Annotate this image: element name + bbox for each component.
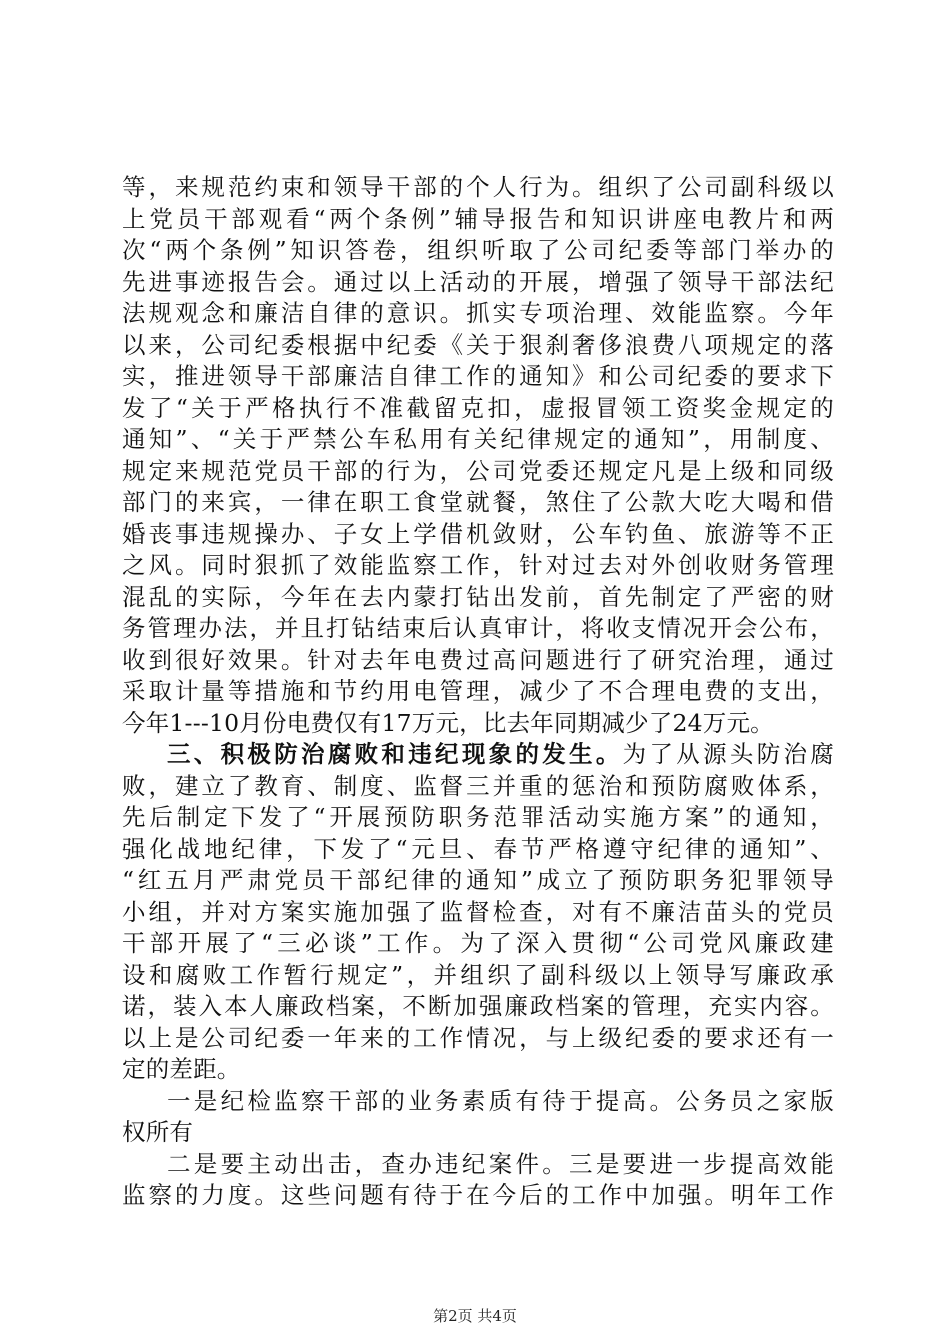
paragraph-line: 强化战地纪律，下发了“元旦、春节严格遵守纪律的通知”、 xyxy=(122,834,834,863)
paragraph-line: 权所有 xyxy=(122,1118,194,1146)
paragraph-line: 规定来规范党员干部的行为，公司党委还规定凡是上级和同级 xyxy=(122,456,834,485)
paragraph-line: 以上是公司纪委一年来的工作情况，与上级纪委的要求还有一 xyxy=(122,1023,834,1052)
paragraph-line: “红五月严肃党员干部纪律的通知”成立了预防职务犯罪领导 xyxy=(122,866,834,894)
paragraph-line: 法规观念和廉洁自律的意识。抓实专项治理、效能监察。今年 xyxy=(122,299,834,327)
paragraph-line: 诺，装入本人廉政档案，不断加强廉政档案的管理，充实内容。 xyxy=(122,992,834,1020)
paragraph-line: 之风。同时狠抓了效能监察工作，针对过去对外创收财务管理 xyxy=(122,551,834,579)
paragraph-line: 干部开展了“三必谈”工作。为了深入贯彻“公司党风廉政建 xyxy=(122,929,834,957)
paragraph-line: 通知”、“关于严禁公车私用有关纪律规定的通知”，用制度、 xyxy=(122,425,834,453)
paragraph-line: 一是纪检监察干部的业务素质有待于提高。公务员之家版 xyxy=(167,1086,834,1115)
paragraph-line: 发了“关于严格执行不准截留克扣，虚报冒领工资奖金规定的 xyxy=(122,393,834,422)
section-heading: 三、积极防治腐败和违纪现象的发生。 xyxy=(167,740,623,768)
paragraph-line: 败，建立了教育、制度、监督三并重的惩治和预防腐败体系， xyxy=(122,771,834,800)
paragraph-line: 定的差距。 xyxy=(122,1055,241,1083)
paragraph-line: 今年1---10月份电费仅有17万元，比去年同期减少了24万元。 xyxy=(122,708,774,737)
section-heading-continuation: 为了从源头防治腐 xyxy=(622,740,834,768)
paragraph-line: 采取计量等措施和节约用电管理，减少了不合理电费的支出， xyxy=(122,677,834,705)
paragraph-line: 先进事迹报告会。通过以上活动的开展，增强了领导干部法纪 xyxy=(122,267,834,296)
paragraph-line: 等，来规范约束和领导干部的个人行为。组织了公司副科级以 xyxy=(122,173,834,201)
page-number-footer: 第2页 共4页 xyxy=(433,1307,517,1325)
paragraph-line: 务管理办法，并且打钻结束后认真审计，将收支情况开会公布， xyxy=(122,614,834,642)
paragraph-line: 监察的力度。这些问题有待于在今后的工作中加强。明年工作 xyxy=(122,1181,834,1209)
paragraph-line: 小组，并对方案实施加强了监督检查，对有不廉洁苗头的党员 xyxy=(122,897,834,926)
paragraph-line: 实，推进领导干部廉洁自律工作的通知》和公司纪委的要求下 xyxy=(122,362,834,390)
paragraph-line: 混乱的实际，今年在去内蒙打钻出发前，首先制定了严密的财 xyxy=(122,582,834,611)
paragraph-line: 部门的来宾，一律在职工食堂就餐，煞住了公款大吃大喝和借 xyxy=(122,488,834,516)
paragraph-line: 设和腐败工作暂行规定”，并组织了副科级以上领导写廉政承 xyxy=(122,960,834,989)
document-body xyxy=(122,172,834,1212)
section-heading-line xyxy=(122,739,834,771)
paragraph-line: 收到很好效果。针对去年电费过高问题进行了研究治理，通过 xyxy=(122,645,834,674)
paragraph-line: 次“两个条例”知识答卷，组织听取了公司纪委等部门举办的 xyxy=(122,236,834,264)
paragraph-line: 上党员干部观看“两个条例”辅导报告和知识讲座电教片和两 xyxy=(122,204,834,233)
paragraph-line: 二是要主动出击，查办违纪案件。三是要进一步提高效能 xyxy=(167,1149,834,1178)
paragraph-line: 以来，公司纪委根据中纪委《关于狠刹奢侈浪费八项规定的落 xyxy=(122,330,834,359)
paragraph-line: 婚丧事违规操办、子女上学借机敛财，公车钓鱼、旅游等不正 xyxy=(122,519,834,548)
paragraph-line: 先后制定下发了“开展预防职务范罪活动实施方案”的通知， xyxy=(122,803,834,831)
